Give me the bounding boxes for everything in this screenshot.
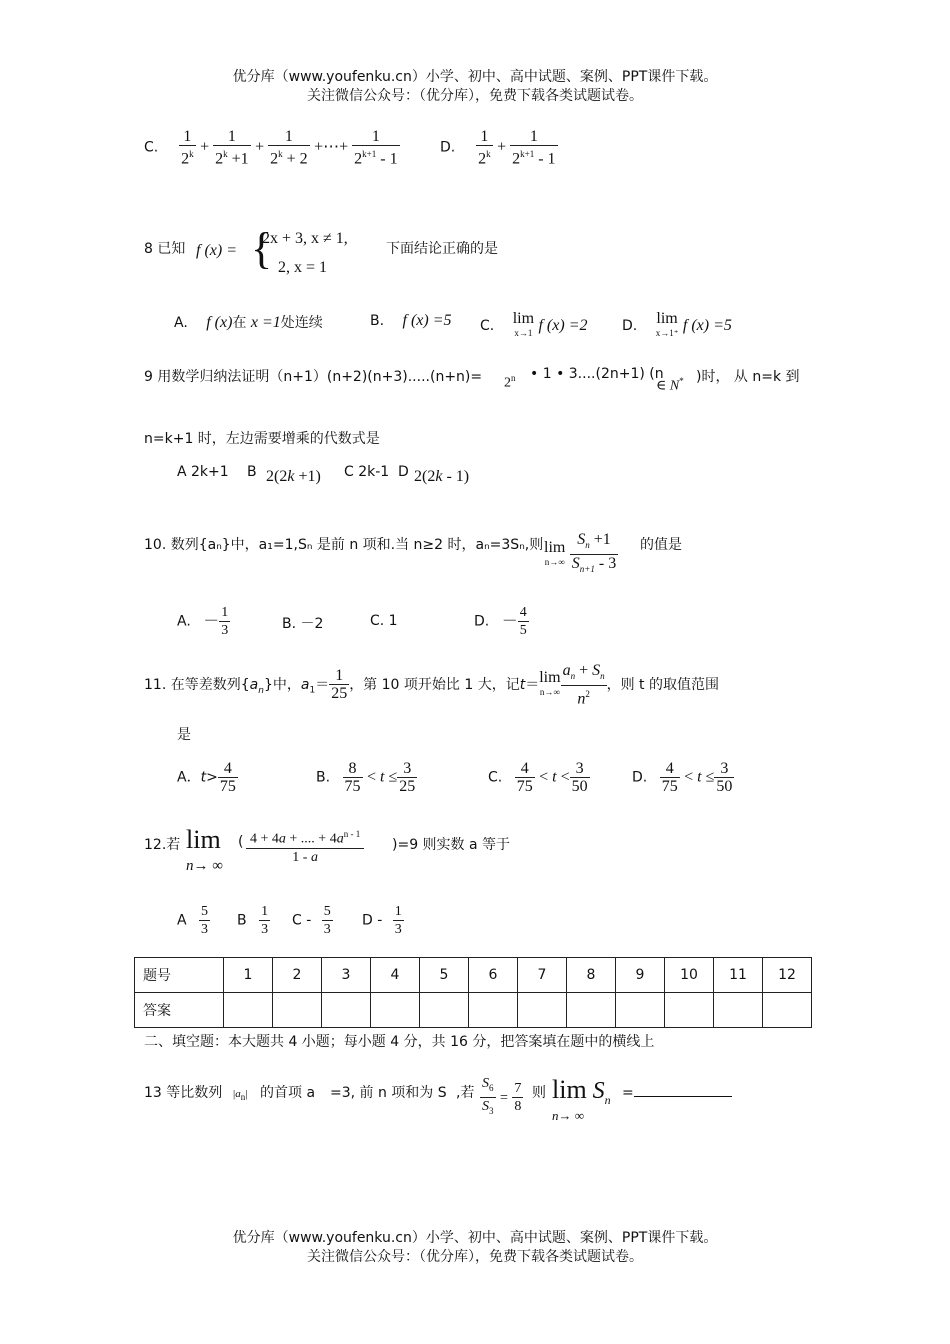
- answer-cell[interactable]: [469, 993, 518, 1028]
- q8-function: f (x) =: [196, 242, 237, 259]
- q13-prefix: 13 等比数列: [144, 1085, 223, 1101]
- q9-power: 2$^n$: [504, 373, 516, 391]
- answer-cell[interactable]: [371, 993, 420, 1028]
- option-label: D.: [622, 318, 638, 334]
- q11-option-d: D. $\frac{4}{75}$ < t ≤ $\frac{3}{50}$: [632, 760, 733, 795]
- option-label: B: [237, 912, 247, 929]
- footer-line-2: 关注微信公众号：（优分库），免费下载各类试题试卷。: [307, 1249, 643, 1265]
- q12-option-a: A $\frac{5}{3}$: [177, 904, 209, 937]
- question-number-cell: 3: [322, 958, 371, 993]
- option-label: C -: [292, 912, 312, 929]
- answer-cell[interactable]: [567, 993, 616, 1028]
- q8-brace: {: [251, 224, 273, 273]
- answer-cell[interactable]: [273, 993, 322, 1028]
- option-label: A.: [174, 315, 188, 331]
- answer-cell[interactable]: [665, 993, 714, 1028]
- option-text: 处连续: [280, 315, 323, 331]
- answer-cell[interactable]: [322, 993, 371, 1028]
- q8-stem: 下面结论正确的是: [386, 241, 498, 257]
- answer-cell[interactable]: [420, 993, 469, 1028]
- question-number-cell: 2: [273, 958, 322, 993]
- option-label: C.: [480, 318, 495, 334]
- q8-option-d: D. lim x→1⁺ f (x) =5: [622, 310, 732, 338]
- q9-option-c: C 2k-1: [344, 464, 390, 480]
- q10-limit: lim n→∞ $\frac{S_n +1}{S_{n+1} - 3}$: [544, 531, 618, 578]
- header-line-2: 关注微信公众号：（优分库），免费下载各类试题试卷。: [307, 88, 643, 104]
- q10-text: 10. 数列{aₙ}中，a₁=1,Sₙ 是前 n 项和.当 n≥2 时，aₙ=3Sₙ,则: [144, 537, 544, 553]
- question-number-cell: 11: [714, 958, 763, 993]
- q12-option-c: C - $\frac{5}{3}$: [292, 904, 331, 937]
- q11-mid-2: ，第 10 项开始比 1 大，记: [349, 676, 520, 693]
- q12-open: (: [238, 834, 244, 850]
- q11-prefix: 11. 在等差数列{: [144, 676, 250, 693]
- q11-suffix: ，则 t 的取值范围: [606, 676, 719, 693]
- q11-option-b: B. $\frac{8}{75}$ < t ≤ $\frac{3}{25}$: [316, 760, 416, 795]
- q13-seq: $|a_n|$: [233, 1088, 248, 1103]
- q8-prefix: 8 已知: [144, 241, 186, 257]
- question-number-cell: 12: [763, 958, 812, 993]
- q9-option-d-expr: 2(2k - 1): [414, 468, 470, 485]
- q11-stem: 11. 在等差数列$\{a_n\}$中，$a_1=$ $\frac{1}{25}$ ，第 10 项开始比 1 大，记t＝ lim n→∞ $\frac{a_n + S_n}{n^2}$ ，则 t 的取值范围: [144, 662, 719, 708]
- question-number-cell: 4: [371, 958, 420, 993]
- option-label: D.: [440, 139, 456, 156]
- answer-cell[interactable]: [518, 993, 567, 1028]
- q8-option-c: C. lim x→1 f (x) =2: [480, 310, 588, 338]
- q11-option-a: A．t> $\frac{4}{75}$: [177, 760, 236, 795]
- header-line-1: 优分库（www.youfenku.cn）小学、初中、高中试题、案例、PPT课件下载。: [232, 69, 718, 85]
- option-label: A: [177, 912, 187, 929]
- q11-option-c: C. $\frac{4}{75}$ < t < $\frac{3}{50}$: [488, 760, 588, 795]
- answer-cell[interactable]: [714, 993, 763, 1028]
- q10-option-c: C. 1: [370, 613, 398, 629]
- q7-option-c: C. $\frac{1}{2^k}$ + $\frac{1}{2^k +1}$ + $\frac{1}{2^k + 2}$ +⋯+ $\frac{1}{2^{k+1} - 1}$: [144, 128, 398, 168]
- q9-option-a: A 2k+1: [177, 464, 229, 480]
- question-number-cell: 9: [616, 958, 665, 993]
- q9-option-d-label: D: [398, 464, 409, 480]
- q13-mid-4: 则: [532, 1085, 546, 1101]
- q11-line-2: 是: [177, 727, 191, 743]
- q8-option-b: B. f (x) =5: [370, 312, 452, 329]
- q11-mid-1: }中，: [263, 676, 301, 693]
- q10-suffix: 的值是: [640, 537, 682, 553]
- row-header: 答案: [135, 993, 224, 1028]
- q13-lim-sub: n→ ∞: [552, 1108, 585, 1123]
- option-label: D.: [632, 769, 648, 786]
- q10-option-b: B. －2: [282, 616, 324, 632]
- q7-option-d: D. $\frac{1}{2^k}$ + $\frac{1}{2^{k+1} - 1}$: [440, 128, 556, 168]
- answer-cell[interactable]: [763, 993, 812, 1028]
- q9-option-b-label: B: [247, 464, 257, 480]
- question-number-cell: 6: [469, 958, 518, 993]
- option-text: 在: [232, 315, 247, 331]
- q13-mid-3: ,若: [456, 1085, 475, 1101]
- question-number-cell: 10: [665, 958, 714, 993]
- q8-case-1: 2x + 3, x ≠ 1,: [262, 230, 348, 247]
- q13-answer: [622, 1082, 732, 1101]
- option-label: A．: [177, 769, 201, 786]
- q13-ratio: $\frac{S_6}{S_3}$ = $\frac{7}{8}$: [480, 1075, 523, 1120]
- q12-fraction: $\frac{4 + 4a + .... + 4a^{n - 1}}{1 - a}$: [246, 826, 364, 866]
- q12-lim-sub: n→ ∞: [186, 858, 223, 874]
- q9-text-1: 9 用数学归纳法证明（n+1）(n+2)(n+3).....(n+n)=: [144, 369, 483, 385]
- q8-option-a: A. f (x)在 x =1处连续: [174, 314, 323, 331]
- option-label: C.: [488, 769, 503, 786]
- q9-set: ∈ N*: [656, 376, 684, 394]
- row-header: 题号: [135, 958, 224, 993]
- q12-prefix: 12.若: [144, 837, 181, 853]
- q9-text-2: • 1 • 3....(2n+1) (n: [530, 366, 664, 382]
- table-row: [135, 958, 812, 993]
- q10-option-a: A. － $\frac{1}{3}$: [177, 605, 229, 638]
- footer-line-1: 优分库（www.youfenku.cn）小学、初中、高中试题、案例、PPT课件下载。: [232, 1230, 718, 1246]
- q12-suffix: )=9 则实数 a 等于: [392, 837, 511, 853]
- q9-option-b-expr: 2(2k +1): [266, 468, 321, 485]
- answer-blank[interactable]: [634, 1082, 732, 1097]
- option-label: C.: [144, 139, 159, 156]
- table-row: [135, 993, 812, 1028]
- question-number-cell: 5: [420, 958, 469, 993]
- option-label: D -: [362, 912, 383, 929]
- option-label: D.: [474, 613, 490, 630]
- q10-option-d: D. － $\frac{4}{5}$: [474, 605, 527, 638]
- section-2-heading: 二、填空题：本大题共 4 小题；每小题 4 分，共 16 分，把答案填在题中的横线上: [144, 1034, 655, 1050]
- option-label: A.: [177, 613, 191, 630]
- answer-cell[interactable]: [616, 993, 665, 1028]
- q13-mid-2: =3, 前 n 项和为 S: [330, 1085, 447, 1101]
- q8-case-2: 2, x = 1: [278, 259, 328, 276]
- answer-cell[interactable]: [224, 993, 273, 1028]
- q9-line-2: n=k+1 时，左边需要增乘的代数式是: [144, 431, 380, 447]
- answer-table: [134, 957, 812, 1028]
- question-number-cell: 1: [224, 958, 273, 993]
- q13-mid-1: 的首项 a: [260, 1085, 316, 1101]
- q13-lim: $\lim S_n$: [552, 1075, 611, 1107]
- question-number-cell: 8: [567, 958, 616, 993]
- q13-equals: =: [622, 1085, 634, 1101]
- q12-lim: lim: [186, 825, 221, 854]
- option-label: B.: [370, 313, 385, 329]
- option-label: B.: [316, 769, 331, 786]
- q9-text-3: )时， 从 n=k 到: [696, 369, 800, 385]
- question-number-cell: 7: [518, 958, 567, 993]
- q12-option-d: D - $\frac{1}{3}$: [362, 904, 402, 937]
- q12-option-b: B $\frac{1}{3}$: [237, 904, 269, 937]
